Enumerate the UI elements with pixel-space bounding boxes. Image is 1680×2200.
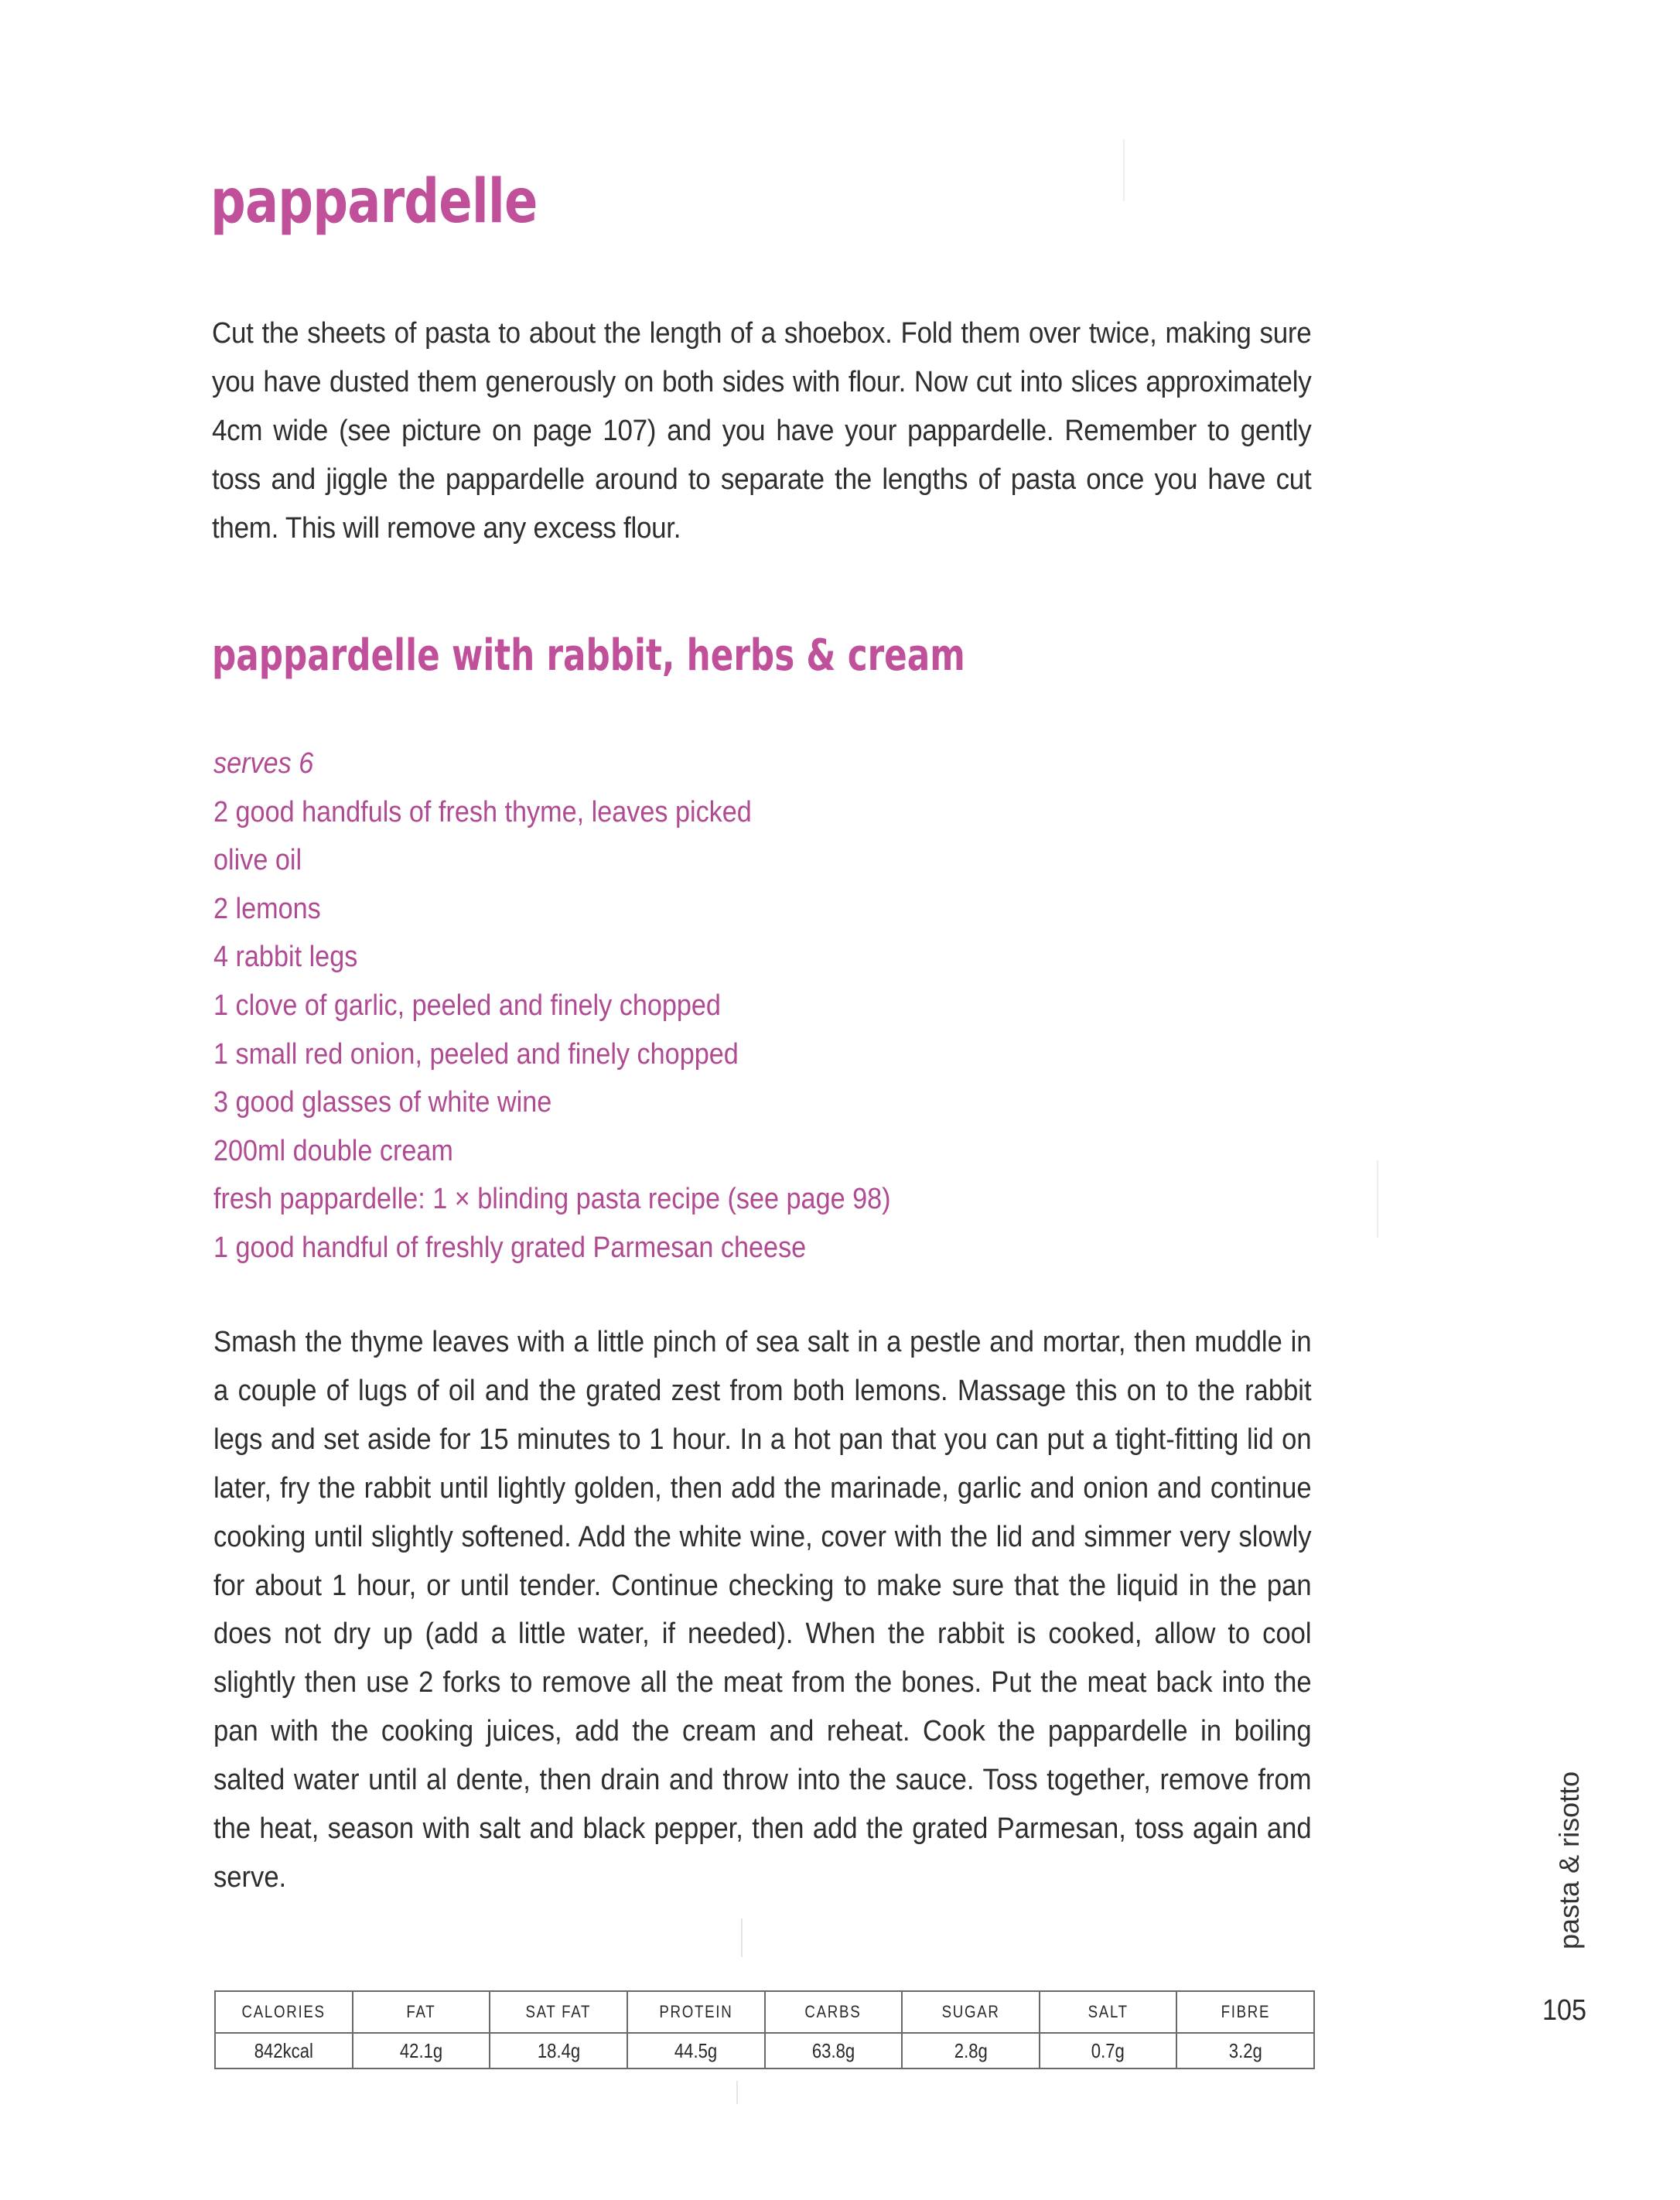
nutrition-header: CALORIES xyxy=(215,1991,353,2033)
nutrition-value-row xyxy=(215,2033,1314,2068)
ingredient-item: 2 lemons xyxy=(213,892,321,925)
nutrition-value: 0.7g xyxy=(1040,2033,1177,2068)
intro-paragraph xyxy=(212,309,1310,553)
nutrition-table xyxy=(214,1990,1315,2069)
ingredients-list xyxy=(213,740,966,1273)
ingredient-item: 1 good handful of freshly grated Parmesan cheese xyxy=(213,1231,807,1264)
nutrition-header: SAT FAT xyxy=(490,1991,627,2033)
ingredient-item: 1 small red onion, peeled and finely chopped xyxy=(213,1037,739,1071)
ingredient-item: olive oil xyxy=(213,844,302,877)
ingredient-item: 4 rabbit legs xyxy=(213,941,358,974)
scan-artifact xyxy=(736,2081,738,2104)
nutrition-value: 63.8g xyxy=(765,2033,903,2068)
scan-artifact xyxy=(1377,1160,1378,1238)
nutrition-header-row xyxy=(215,1991,1314,2033)
ingredient-item: 2 good handfuls of fresh thyme, leaves picked xyxy=(213,795,752,828)
ingredient-item: 3 good glasses of white wine xyxy=(213,1086,552,1119)
serves-label: serves 6 xyxy=(213,747,314,780)
method-text: Smash the thyme leaves with a little pinch of sea salt in a pestle and mortar, then muddle in a couple of lugs of oil and the grated zest from both lemons. Massage this on to the rabbit legs and set aside for 15 minutes to 1 hour. In a hot pan that you can put a tight-fitting lid on later, fry the rabbit until lightly golden, then add the marinade, garlic and onion and continue cooking until slightly softened. Add the white wine, cover with the lid and simmer very slowly for about 1 hour, or until tender. Continue checking to make sure that the liquid in the pan does not dry up (add a little water, if needed). When the rabbit is cooked, allow to cool slightly then use 2 forks to remove all the meat from the bones. Put the meat back into the pan with the cooking juices, add the cream and reheat. Cook the pappardelle in boiling salted water until al dente, then drain and throw into the sauce. Toss together, remove from the heat, season with salt and black pepper, then add the grated Parmesan, toss again and serve. xyxy=(213,1326,1312,1894)
nutrition-header: CARBS xyxy=(765,1991,903,2033)
nutrition-value: 44.5g xyxy=(627,2033,765,2068)
page-title: pappardelle xyxy=(210,167,538,237)
intro-text: Cut the sheets of pasta to about the length of a shoebox. Fold them over twice, making sure you have dusted them generously on both sides with flour. Now cut into slices approximately 4cm wide (see picture on page 107) and you have your pappardelle. Remember to gently toss and jiggle the pappardelle around to separate the lengths of pasta once you have cut them. This will remove any excess flour. xyxy=(212,317,1312,545)
nutrition-header: SUGAR xyxy=(902,1991,1040,2033)
ingredient-item: 1 clove of garlic, peeled and finely chopped xyxy=(213,989,721,1022)
page-number: 105 xyxy=(1542,1994,1587,2027)
nutrition-value: 842kcal xyxy=(215,2033,353,2068)
recipe-title: pappardelle with rabbit, herbs & cream xyxy=(212,630,965,681)
scan-artifact xyxy=(1123,139,1125,201)
nutrition-header: PROTEIN xyxy=(627,1991,765,2033)
nutrition-value: 3.2g xyxy=(1176,2033,1314,2068)
section-tab-label: pasta & risotto xyxy=(1553,1771,1585,1949)
nutrition-header: SALT xyxy=(1040,1991,1177,2033)
nutrition-value: 42.1g xyxy=(353,2033,490,2068)
nutrition-value: 18.4g xyxy=(490,2033,627,2068)
nutrition-value: 2.8g xyxy=(902,2033,1040,2068)
method-paragraph xyxy=(213,1318,1312,1902)
ingredient-item: fresh pappardelle: 1 × blinding pasta recipe (see page 98) xyxy=(213,1183,891,1216)
nutrition-header: FAT xyxy=(353,1991,490,2033)
nutrition-header: FIBRE xyxy=(1176,1991,1314,2033)
scan-artifact xyxy=(741,1918,743,1957)
ingredient-item: 200ml double cream xyxy=(213,1134,453,1167)
